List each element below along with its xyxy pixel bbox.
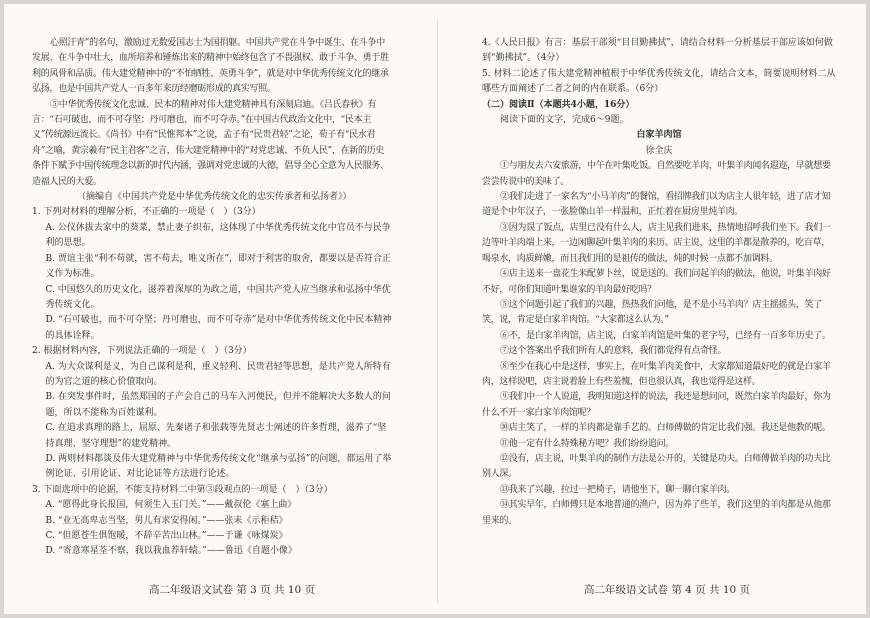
passage-source: （摘编自《中国共产党是中华优秀传统文化的忠实传承者和弘扬者》）: [77, 192, 352, 203]
question-2-stem: 2. 根据材料内容，下列说法正确的一项是（ ）（3分）: [32, 346, 252, 357]
story-paragraph: ⑩店主笑了，一样的羊肉都是靠手艺的。白师傅做的肯定比我们强。我还是他教的呢。: [500, 423, 831, 434]
story-paragraph: ⑪他一定有什么特殊秘方吧？我们纷纷追问。: [500, 438, 675, 449]
story-paragraph: ⑥不，是白家羊肉馆，店主说，白家羊肉馆是叶集的老字号，已经有一百多年历史了。: [500, 330, 831, 341]
story-paragraph: ⑦这个答案出乎我们所有人的意料，我们都觉得有点奇怪。: [500, 346, 727, 357]
question-2-option-a: A. 为大众谋利是义，为自己谋利是利，重义轻利、民贵君轻等思想，是共产党人所特有的为官之道的核心价值取向。: [45, 361, 391, 387]
question-4: 4.《人民日报》有言：基层干部须“目目勤拂拭”，请结合材料一分析基层干部应该如何做到“勤拂拭”。（4分）: [482, 38, 833, 64]
story-paragraph: ③因为误了饭点，店里已没有什么人，店主见我们进来，热情地招呼我们坐下。我们一边等叶羊肉端上来，一边闲聊起叶集羊肉的来历。店主说，这里的羊都是散养的，吃百草，喝泉水，肉质鲜嫩，而且我们用的是祖传的做法，炖的时候一点都不加调料。: [482, 222, 831, 264]
story-paragraph: ⑧至少在我心中是这样，事实上，在叶集羊肉美食中，大家都知道最好吃的就是白家羊肉，这样说吧，店主说着脸上有些羞愧，但也很认真，我也觉得是这样。: [482, 361, 831, 387]
question-2-option-b: B. 在突发事件时，虽然郑国的子产会自己的马车入河便民，但并不能解决大多数人的问题，所以不能称为百姓谋利。: [45, 392, 391, 418]
passage-paragraph: ⑤中华优秀传统文化忠诚、民本的精神对伟大建党精神具有深刻启迪。《吕氏春秋》有言：“石可破也，而不可夺坚；丹可磨也，而不可夺赤。”在中国古代政治文化中，“民本主义”传统源远流长。《尚书》中有“民惟邦本”之说，孟子有“民贵君轻”之论，荀子有“民水君舟”之喻，黄宗羲有“民主君客”之言，伟大建党精神中的“对党忠诚、不负人民”，在新的历史条件下赋予中国传统理念以新的时代内涵，强调对党忠诚的大德，倡导全心全意为人民服务、造福人民的大爱。: [32, 99, 389, 187]
story-paragraph: ⑬我来了兴趣，拉过一把椅子，请他坐下，聊一聊白家羊肉。: [500, 484, 735, 495]
page-footer-left: 高二年级语文试卷 第 3 页 共 10 页: [149, 584, 316, 596]
question-3-option-d: D. “寄意寒星荃不察，我以我血荐轩辕。”——鲁迅《自题小像》: [45, 546, 297, 557]
story-paragraph: ⑨我们中一个人说道，我明知道这样的说法，我还是想问问，既然白家羊肉最好，你为什么不开一家白家羊肉馆呢？: [482, 392, 831, 418]
question-1-option-a: A. 公仪休拔去家中的葵菜，禁止妻子织布，这体现了中华优秀传统文化中官员不与民争利的思想。: [45, 222, 391, 249]
question-5: 5. 材料二论述了伟大建党精神植根于中华优秀传统文化，请结合文本，简要说明材料二从哪些方面阐述了二者之间的内在联系。（6分）: [482, 68, 836, 95]
story-paragraph: ①与朋友去六安旅游，中午在叶集吃饭。自然要吃羊肉，叶集羊肉闻名遐迩，早就想要尝尝传说中的美味了。: [482, 161, 831, 187]
passage-paragraph: 心照汗青”的名句，激励过无数爱国志士为国捐躯。中国共产党在斗争中诞生、在斗争中发展、在斗争中壮大，血所培养和锤炼出来的精神中始终包含了不畏强权、敢于斗争、勇于胜利的风骨和品质。伟大建党精神中的“不怕牺牲、英勇斗争”，就是对中华优秀传统文化的继承弘扬，也是中国共产党人一百多年来历经磨砺形成的真实写照。: [32, 38, 389, 95]
section-heading: （二）阅读Ⅱ（本题共4小题，16分）: [482, 99, 635, 110]
story-paragraph: ④店主送来一盘花生米配萝卜丝，说是送的。我们问起羊肉的做法，他说，叶集羊肉好不好，可你们知道叶集谁家的羊肉最好吃吗？: [482, 269, 831, 295]
section-instruction: 阅读下面的文字，完成6～9题。: [500, 115, 629, 126]
left-page: [32, 36, 392, 560]
question-1-stem: 1. 下列对材料的理解分析，不正确的一项是（ ）（3分）: [32, 207, 261, 218]
question-1-option-b: B. 贾谊主张“利不苟就，害不苟去，唯义所在”，即对于利害的取舍，都要以是否符合正义作为标准。: [45, 253, 392, 280]
exam-sheet: [4, 4, 866, 614]
page-divider: [437, 18, 438, 603]
page-footer-right: 高二年级语文试卷 第 4 页 共 10 页: [584, 584, 751, 596]
question-2-option-c: C. 在追求真理的路上，屈原、先秦诸子和张载等先贤志士阐述的许多哲理，滋养了“坚持真理、坚守理想”的建党精神。: [45, 423, 387, 449]
right-page: [482, 36, 836, 529]
question-1-option-d: D. “石可破也，而不可夺坚；丹可磨也，而不可夺赤”是对中华优秀传统文化中民本精神的具体诠释。: [45, 315, 392, 341]
story-title: 白家羊肉馆: [636, 130, 682, 141]
story-paragraph: ②我们走进了一家名为“小马羊肉”的餐馆，看招牌我们以为店主人很年轻，进了店才知道是个中年汉子，一张脸像山羊一样温和，正忙着在厨房里炖羊肉。: [482, 192, 831, 218]
story-paragraph: ⑫没有，店主说，叶集羊肉的制作方法是公开的，关键是功夫。白师傅做羊肉的功夫比别人深。: [482, 453, 831, 480]
story-author: 徐全庆: [645, 145, 673, 156]
story-paragraph: ⑤这个问题引起了我们的兴趣，热热我们问他，是不是小马羊肉？店主摇摇头，笑了笑，说，肯定是白家羊肉馆。“大家都这么认为。”: [482, 299, 822, 326]
question-2-option-d: D. 两则材料都谈及伟大建党精神与中华优秀传统文化“继承与弘扬”的问题，都运用了举例论证、引用论证、对比论证等方法进行论述。: [45, 453, 392, 480]
question-3-stem: 3. 下面选项中的论据，不能支持材料二中第③段观点的一项是（ ）（3分）: [32, 484, 333, 495]
question-3-option-b: B. “业无高卑志当坚，男儿有求安得闲。”——张耒《示秬秸》: [45, 515, 288, 526]
question-3-option-a: A. “愿得此身长报国，何须生入玉门关。”——戴叔伦《塞上曲》: [45, 500, 297, 511]
question-1-option-c: C. 中国悠久的历史文化，滋养着深厚的为政之道，中国共产党人应当继承和弘扬中华优秀传统文化。: [45, 284, 391, 310]
story-paragraph: ⑭其实早年，白师傅只是本地普通的渔户，因为养了些羊，我们这里的羊肉都是从他那里来的。: [482, 500, 831, 526]
question-3-option-c: C. “但愿苍生俱饱暖，不辞辛苦出山林。”——于谦《咏煤炭》: [45, 531, 288, 541]
